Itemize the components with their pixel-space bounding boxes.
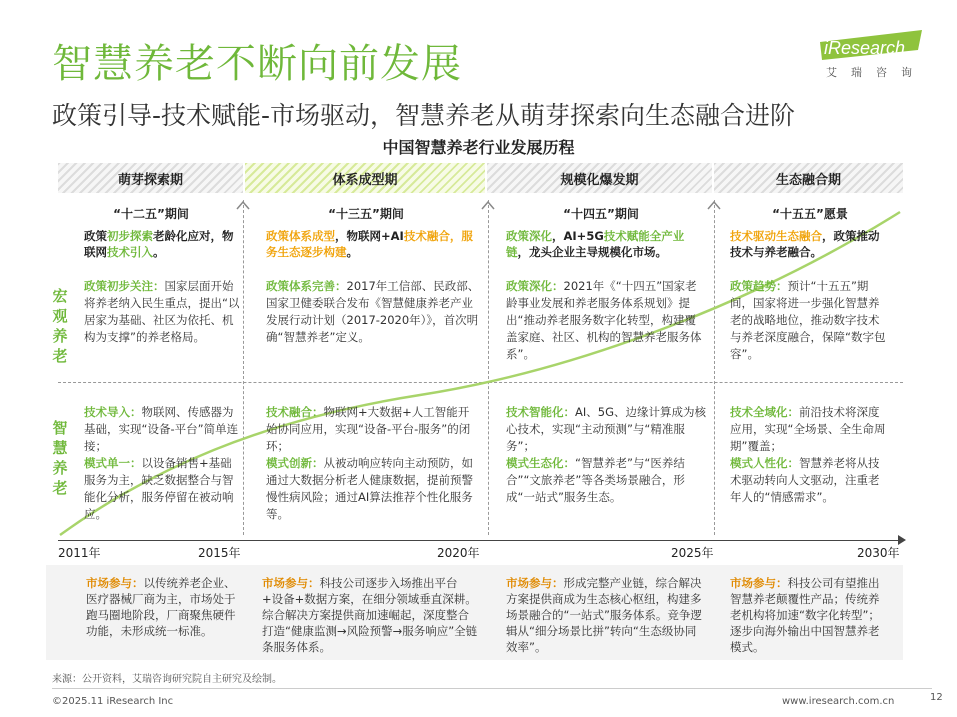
chart-title: 中国智慧养老行业发展历程 [382,138,575,157]
section-divider [58,382,903,383]
text-segment: 2017年工信部、民政部、国家卫健委联合发布《智慧健康养老产业发展行动计划（2017-2020年）》，首次明确“智慧养老”定义。 [266,279,480,344]
text-segment: 市场参与： [730,576,788,590]
stage-header-3: 规模化爆发期 [487,163,712,193]
text-segment: 以传统养老企业、医疗器械厂商为主，市场处于跑马圈地阶段，厂商聚焦硬件功能，未形成统一标准。 [86,576,236,638]
footer-divider [52,688,932,689]
text-segment: 政策深化 [506,229,552,243]
timeline-tick: 2020年 [437,546,480,560]
text-segment: 政策初步关注： [84,279,165,293]
side-label-smart: 智慧养老 [52,419,68,497]
stage-divider [714,200,715,535]
stage-summary-3 [506,228,706,260]
text-segment: 老龄化应对，物联网 [84,229,234,259]
text-segment: 技术智能化： [506,405,575,419]
market-text-2 [262,575,478,655]
stage-summary-4 [730,228,890,260]
text-segment: 模式创新： [266,456,324,470]
text-segment: 技术赋能全产业链 [506,229,685,259]
text-segment: 预计“十五五”期间，国家将进一步强化智慧养老的战略地位，推动数字技术与养老深度融合，保障“数字包容”。 [730,279,886,361]
policy-text-4 [730,278,886,363]
text-segment: 模式生态化： [506,456,575,470]
market-text-4 [730,575,890,655]
tech-text-4 [730,404,886,506]
text-segment: 政策 [84,229,107,243]
timeline-tick: 2011年 [58,546,101,560]
text-segment: 技术导入： [84,405,142,419]
text-segment: 市场参与： [262,576,320,590]
text-segment: 科技公司有望推出智慧养老颠覆性产品；传统养老机构将加速“数字化转型”；逐步向海外输出中国智慧养老模式。 [730,576,880,654]
text-segment: 模式单一： [84,456,142,470]
stage-divider [488,200,489,535]
text-segment: 技术引入 [107,245,153,259]
text-segment: 2021年《“十四五”国家老龄事业发展和养老服务体系规划》提出“推动养老服务数字化转型，构建覆盖家庭、社区、机构的智慧养老服务体系”。 [506,279,702,361]
text-segment: 政策趋势： [730,279,788,293]
text-segment: ，AI+5G [552,229,604,243]
stage-header-2: 体系成型期 [245,163,485,193]
market-text-1 [86,575,238,639]
text-segment: 技术驱动生态融合 [730,229,822,243]
website-link[interactable]: www.iresearch.com.cn [782,696,895,707]
logo-brand-text: iResearch [824,38,906,58]
text-segment: 政策体系成型 [266,229,335,243]
source-footnote: 来源：公开资料，艾瑞咨询研究院自主研究及绘制。 [52,674,282,685]
text-segment: 市场参与： [506,576,564,590]
text-segment: 智慧养老将从技术驱动转向人文驱动，注重老年人的“情感需求”。 [730,456,880,504]
tech-text-2 [266,404,480,523]
period-label-3: “十四五”期间 [563,207,639,221]
page-title: 智慧养老不断向前发展 [52,41,462,87]
page-number: 12 [930,692,943,703]
text-segment: 政策深化： [506,279,564,293]
period-label-2: “十三五”期间 [328,207,404,221]
timeline-tick: 2030年 [857,546,900,560]
text-segment: 技术融合，服务生态逐步构建 [266,229,473,259]
text-segment: “智慧养老”与“医养结合”“文旅养老”等各类场景融合，形成“一站式”服务生态。 [506,456,685,504]
text-segment: 模式人性化： [730,456,799,470]
page-subtitle: 政策引导-技术赋能-市场驱动，智慧养老从萌芽探索向生态融合进阶 [52,101,796,130]
text-segment: 政策体系完善： [266,279,347,293]
side-label-macro: 宏观养老 [52,287,68,365]
text-segment: 物联网+大数据+人工智能开始协同应用，实现“设备-平台-服务”的闭环； [266,405,471,453]
stage-summary-1 [84,228,234,260]
policy-text-1 [84,278,240,346]
stage-divider [243,200,244,535]
policy-text-2 [266,278,480,346]
text-segment: 以设备销售+基础服务为主，缺乏数据整合与智能化分析，服务停留在被动响应。 [84,456,234,521]
period-label-1: “十二五”期间 [113,207,189,221]
tech-text-1 [84,404,240,523]
text-segment: ，物联网+AI [335,229,404,243]
text-segment: 物联网、传感器为基础，实现“设备-平台”简单连接； [84,405,239,453]
text-segment: 。 [346,245,358,259]
text-segment: AI、5G、边缘计算成为核心技术，实现“主动预测”与“精准服务”； [506,405,706,453]
text-segment: 技术融合： [266,405,324,419]
period-label-4: “十五五”愿景 [772,207,848,221]
stage-summary-2 [266,228,476,260]
text-segment: 科技公司逐步入场推出平台+设备+数据方案，在细分领域垂直深耕。综合解决方案提供商加速崛起，深度整合打造“健康监测→风险预警→服务响应”全链条服务体系。 [262,576,478,654]
stage-header-1: 萌芽探索期 [58,163,243,193]
timeline-tick: 2015年 [198,546,241,560]
text-segment: ，政策推动技术与养老融合。 [730,229,880,259]
timeline-axis [58,540,903,541]
tech-text-3 [506,404,706,506]
text-segment: 初步探索 [107,229,153,243]
copyright-text: ©2025.11 iResearch Inc [52,696,174,707]
logo-cn-text: 艾瑞咨询 [826,66,926,79]
timeline-tick: 2025年 [671,546,714,560]
policy-text-3 [506,278,706,363]
text-segment: 市场参与： [86,576,144,590]
stage-header-4: 生态融合期 [714,163,903,193]
text-segment: 形成完整产业链，综合解决方案提供商成为生态核心枢纽，构建多场景融合的“一站式”服务体系。竞争逻辑从“细分场景比拼”转向“生态级协同效率”。 [506,576,702,654]
market-text-3 [506,575,706,655]
text-segment: ，龙头企业主导规模化市场。 [517,245,667,259]
text-segment: 前沿技术将深度应用，实现“全场景、全生命周期”覆盖； [730,405,886,453]
text-segment: 从被动响应转向主动预防，如通过大数据分析老人健康数据，提前预警慢性病风险；通过AI算法推荐个性化服务等。 [266,456,473,521]
text-segment: 。 [153,245,165,259]
text-segment: 国家层面开始将养老纳入民生重点，提出“以居家为基础、社区为依托、机构为支撑”的养老格局。 [84,279,240,344]
text-segment: 技术全域化： [730,405,799,419]
